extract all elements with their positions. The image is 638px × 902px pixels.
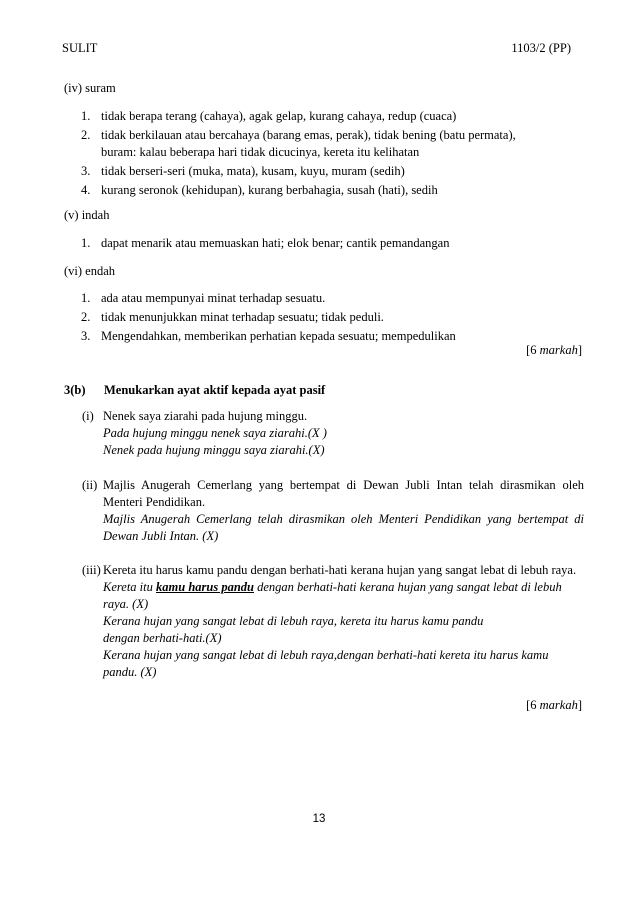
answer-text: Kerana hujan yang sangat lebat di lebuh raya, kereta itu harus kamu pandu bbox=[103, 614, 484, 628]
question-title: Menukarkan ayat aktif kepada ayat pasif bbox=[104, 383, 326, 397]
list-item: 1. dapat menarik atau memuaskan hati; elok benar; cantik pemandangan bbox=[81, 236, 450, 250]
answer-text: Nenek pada hujung minggu saya ziarahi.(X) bbox=[103, 443, 325, 457]
question-text: Nenek saya ziarahi pada hujung minggu. bbox=[103, 409, 308, 423]
sub-question-iii: (iii) Kereta itu harus kamu pandu dengan berhati-hati kerana hujan yang sangat lebat di lebuh raya. Kereta itu kamu harus pandu dengan berhati-hati kerana hujan yang sangat lebat di lebuh raya. (X) Kerana hujan yang sangat lebat di lebuh raya, kereta itu harus kamu pandu dengan berhati-hati.(X) Kerana hujan yang sangat lebat di lebuh raya,dengan berhati-hati kereta itu harus kamu pandu. (X) bbox=[82, 562, 584, 681]
section-v-label: (v) indah bbox=[64, 208, 110, 222]
answer-text: Kereta itu kamu harus pandu dengan berhati-hati kerana hujan yang sangat lebat di lebuh bbox=[103, 580, 562, 594]
answer-text: pandu. (X) bbox=[103, 665, 157, 679]
header-classification: SULIT bbox=[62, 41, 98, 55]
list-item: 1. ada atau mempunyai minat terhadap sesuatu. bbox=[81, 291, 326, 305]
marks-section-b: [6 markah] bbox=[526, 698, 582, 712]
answer-text: Pada hujung minggu nenek saya ziarahi.(X ) bbox=[103, 426, 327, 440]
question-text: Kereta itu harus kamu pandu dengan berhati-hati kerana hujan yang sangat lebat di lebuh raya. bbox=[103, 563, 577, 577]
answer-text: Majlis Anugerah Cemerlang telah dirasmikan oleh Menteri Pendidikan yang bertempat di Dewan Jubli Intan. (X) bbox=[103, 512, 584, 543]
answer-text: dengan berhati-hati.(X) bbox=[103, 631, 222, 645]
section-vi-list bbox=[81, 290, 581, 347]
list-item: 1. tidak berapa terang (cahaya), agak gelap, kurang cahaya, redup (cuaca) bbox=[81, 109, 457, 123]
list-item: 2. tidak menunjukkan minat terhadap sesuatu; tidak peduli. bbox=[81, 310, 384, 324]
list-item: 3. Mengendahkan, memberikan perhatian kepada sesuatu; mempedulikan bbox=[81, 329, 456, 343]
section-iv-list bbox=[81, 108, 581, 201]
page-number: 13 bbox=[312, 813, 326, 825]
answer-text: raya. (X) bbox=[103, 597, 149, 611]
sub-question-ii: (ii) Majlis Anugerah Cemerlang yang bertempat di Dewan Jubli Intan telah dirasmikan oleh Menteri Pendidikan. Majlis Anugerah Cemerlang telah dirasmikan oleh Menteri Pendidikan yang bertempat di Dewan Jubli Intan. (X) bbox=[82, 478, 584, 543]
header-paper-code: 1103/2 (PP) bbox=[511, 41, 571, 55]
marks-section-a: [6 markah] bbox=[526, 343, 582, 357]
question-text: Majlis Anugerah Cemerlang yang bertempat di Dewan Jubli Intan telah dirasmikan oleh Menteri Pendidikan. bbox=[103, 478, 584, 509]
sub-question-i: (i) Nenek saya ziarahi pada hujung minggu. Pada hujung minggu nenek saya ziarahi.(X ) Nenek pada hujung minggu saya ziarahi.(X) bbox=[82, 408, 584, 459]
section-iv-label: (iv) suram bbox=[64, 81, 116, 95]
list-item: 4. kurang seronok (kehidupan), kurang berbahagia, susah (hati), sedih bbox=[81, 183, 438, 197]
answer-text: Kerana hujan yang sangat lebat di lebuh raya,dengan berhati-hati kereta itu harus kamu bbox=[103, 648, 549, 662]
list-item: 3. tidak berseri-seri (muka, mata), kusam, kuyu, muram (sedih) bbox=[81, 164, 405, 178]
section-v-list bbox=[81, 235, 581, 254]
list-item: 2. tidak berkilauan atau bercahaya (barang emas, perak), tidak bening (batu permata), buram: kalau beberapa hari tidak dicucinya, kereta itu kelihatan bbox=[81, 128, 516, 159]
section-vi-label: (vi) endah bbox=[64, 264, 116, 278]
question-number: 3(b) bbox=[64, 383, 86, 397]
